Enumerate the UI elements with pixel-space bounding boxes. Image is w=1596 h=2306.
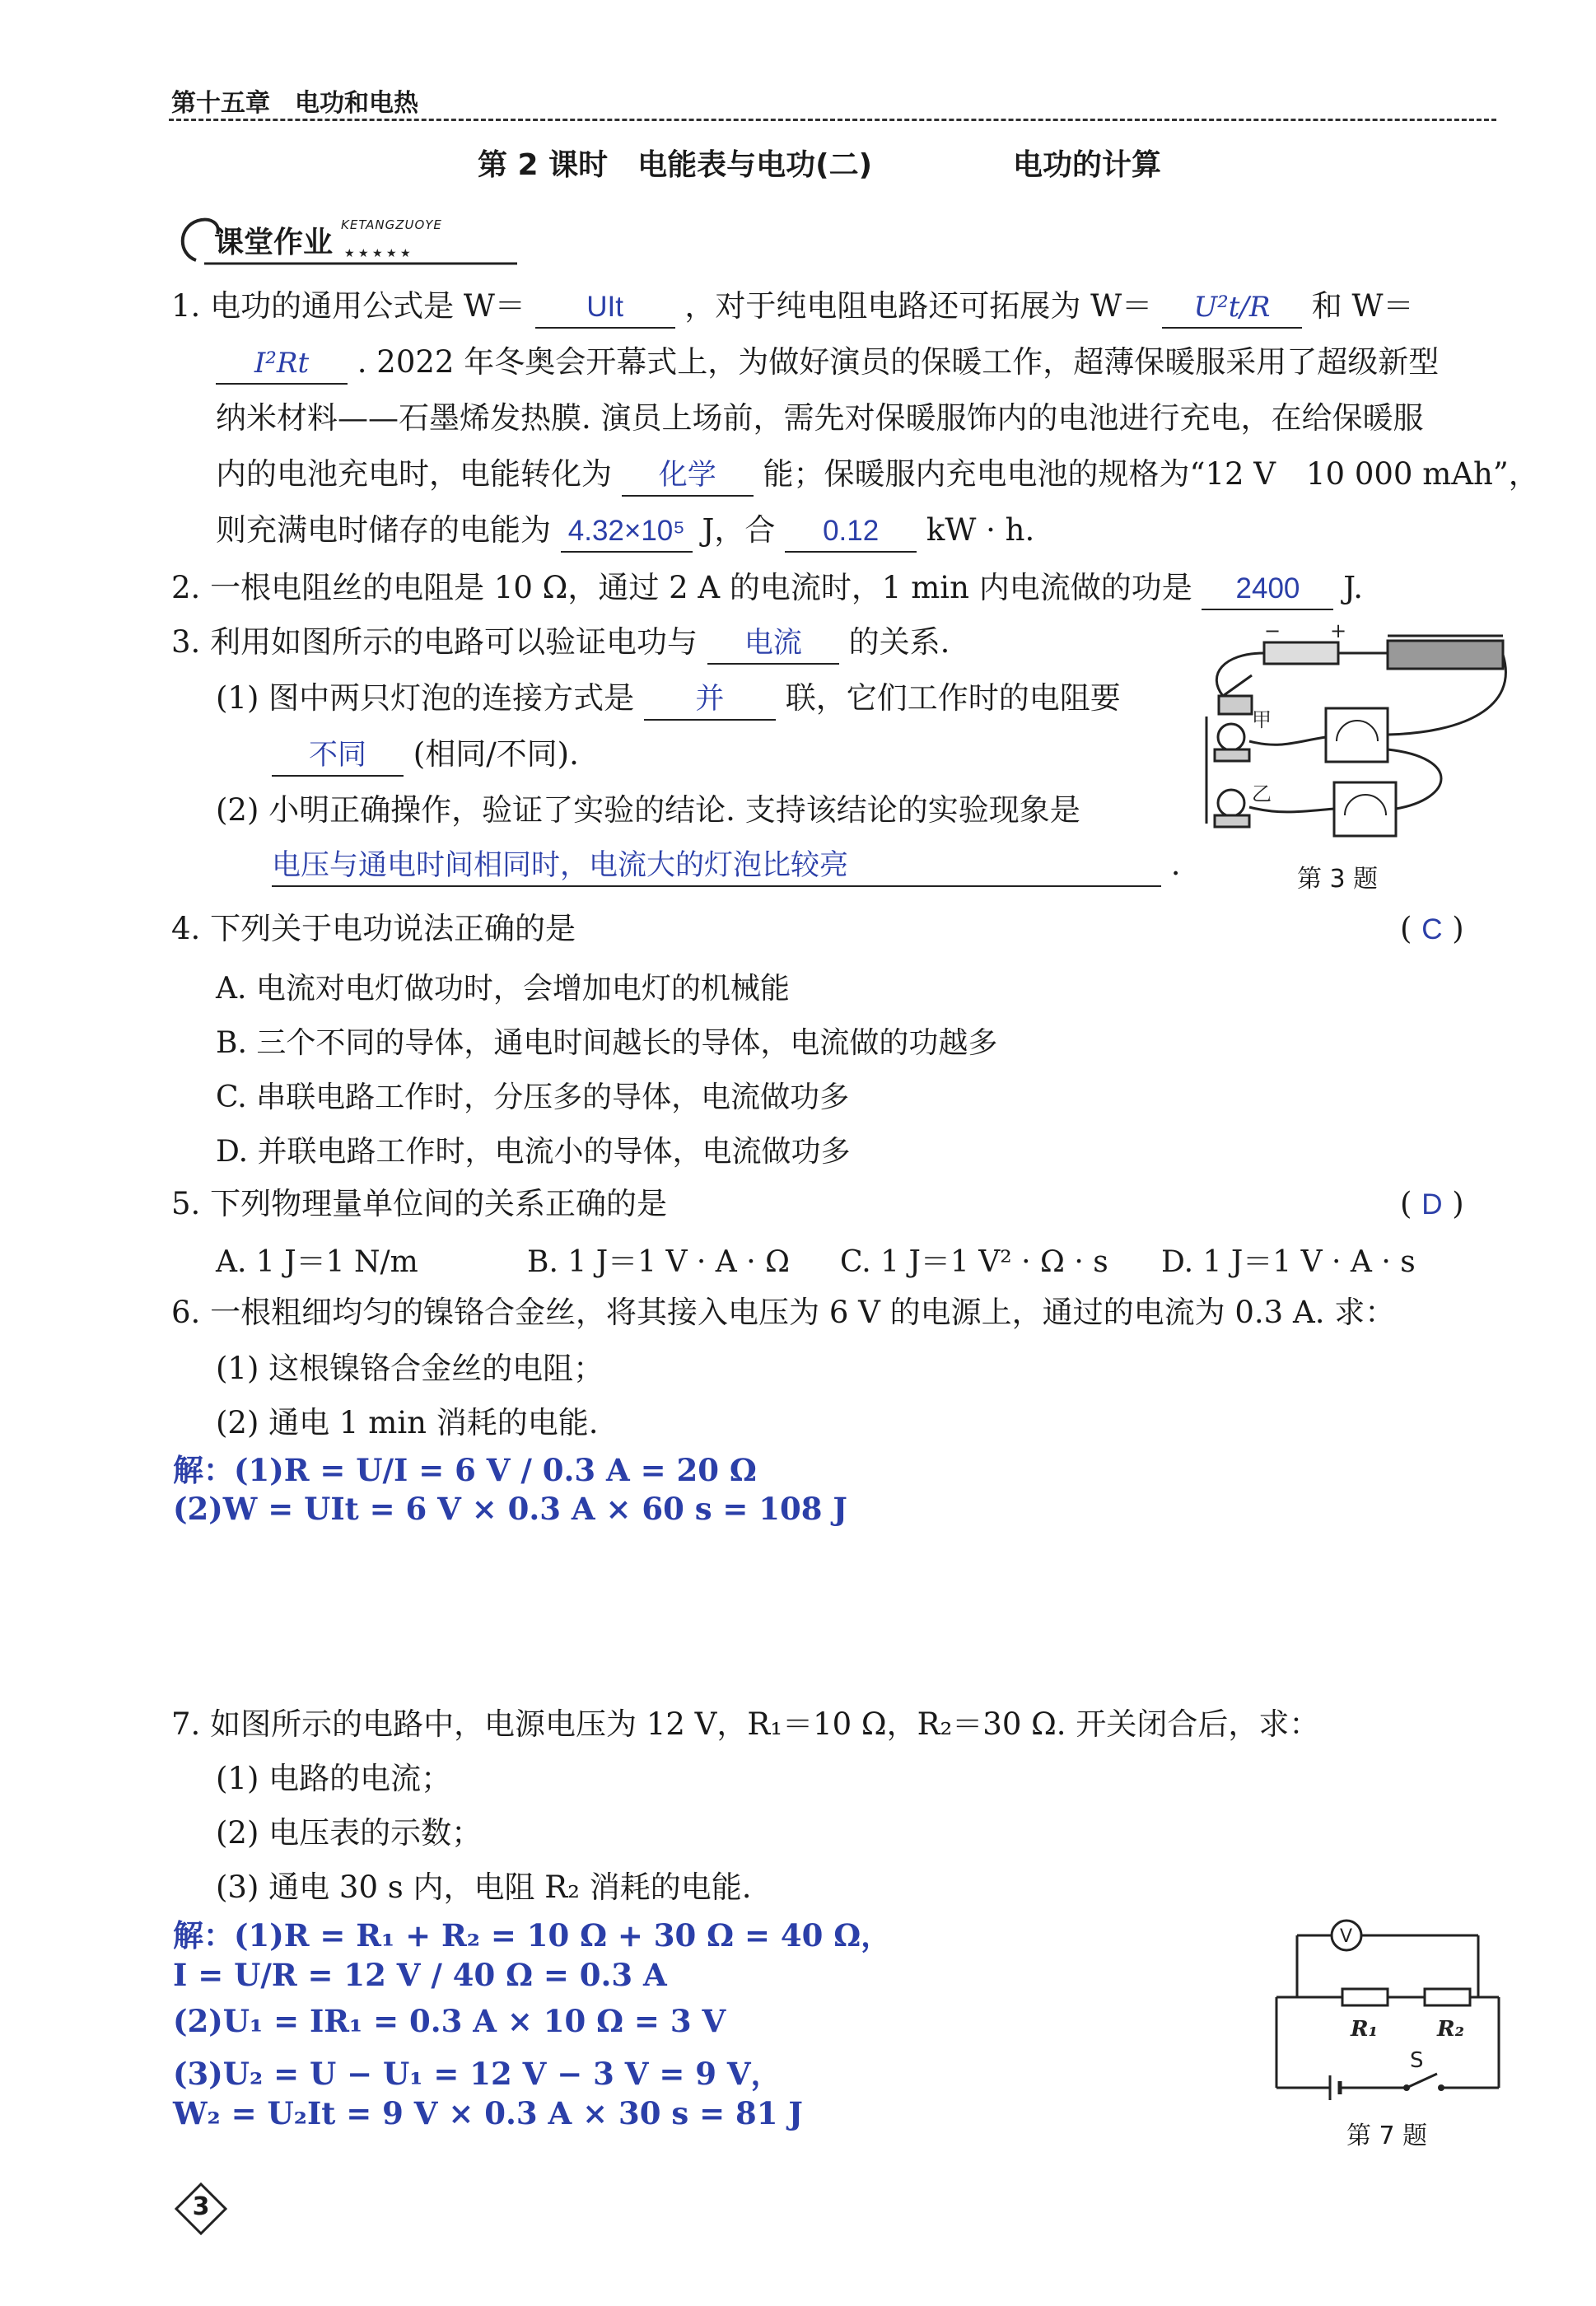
resistor-r1-icon [1342,1989,1388,2005]
r1-label: R₁ [1351,2017,1378,2042]
q1-answer2: U²t/R [1193,291,1271,324]
q4-option-b: B. 三个不同的导体，通电时间越长的导体，电流做的功越多 [216,1026,998,1060]
q6-stem: 6. 一根粗细均匀的镍铬合金丝，将其接入电压为 6 V 的电源上，通过的电流为 0.3 A. 求： [171,1295,1396,1330]
q5-option-a: A. 1 J＝1 N/m [216,1245,418,1279]
q4-stem: 4. 下列关于电功说法正确的是 [171,911,576,946]
svg-text:★ ★ ★ ★ ★: ★ ★ ★ ★ ★ [344,247,411,260]
q3-sub2-answer-line: 电压与通电时间相同时，电流大的灯泡比较亮 . [272,845,1181,887]
voltmeter-label: V [1340,1926,1353,1947]
q5-option-c: C. 1 J＝1 V² · Ω · s [840,1245,1108,1279]
q7-solution-3: (2)U₁ = IR₁ = 0.3 A × 10 Ω = 3 V [173,2003,726,2039]
q1-line4: 内的电池充电时，电能转化为 化学 能；保暖服内充电电池的规格为“12 V 10 000 mAh”， [216,455,1539,497]
r2-label: R₂ [1437,2017,1464,2042]
q7-solution-4: (3)U₂ = U − U₁ = 12 V − 3 V = 9 V， [173,2056,782,2092]
q5-stem: 5. 下列物理量单位间的关系正确的是 [171,1186,668,1221]
q3-sub1-answer2: 不同 [308,739,366,771]
q3-circuit-figure [1190,618,1511,857]
lamp-a-label: 甲 [1252,708,1272,731]
q4-option-c: C. 串联电路工作时，分压多的导体，电流做功多 [216,1081,850,1114]
lesson-subtitle: 电功的计算 [1013,148,1162,182]
q5-option-b: B. 1 J＝1 V · A · Ω [527,1245,790,1279]
q3-figure-caption: 第 3 题 [1297,865,1379,894]
q4-answer-bracket: ( C ) [1400,911,1464,946]
q1-line2: I²Rt . 2022 年冬奥会开幕式上，为做好演员的保暖工作，超薄保暖服采用了超级新型 [216,343,1439,385]
q3-answer: 电流 [744,627,802,659]
badge-latin: KETANGZUOYE [341,217,442,232]
svg-text:+: + [1330,619,1347,642]
q3-sub1: (1) 图中两只灯泡的连接方式是 并 联，它们工作时的电阻要 [216,679,1121,721]
q6-sub1: (1) 这根镍铬合金丝的电阻； [216,1351,604,1386]
q1-line5: 则充满电时储存的电能为 4.32×10⁵ J，合 0.12 kW · h. [216,511,1034,553]
q1-line1: 1. 电功的通用公式是 W＝ UIt ，对于纯电阻电路还可拓展为 W＝ U²t/R 和 W＝ [171,287,1414,329]
q1-answer6: 0.12 [823,515,880,547]
q7-stem: 7. 如图所示的电路中，电源电压为 12 V，R₁＝10 Ω，R₂＝30 Ω. 开关闭合后，求： [171,1706,1320,1742]
q7-solution-1: 解：(1)R = R₁ + R₂ = 10 Ω + 30 Ω = 40 Ω， [173,1917,892,1954]
resistor-r2-icon [1425,1989,1470,2005]
lamp-b-label: 乙 [1252,782,1272,805]
q6-solution-1: 解：(1)R = U/I = 6 V / 0.3 A = 20 Ω [173,1452,757,1488]
q4-option-d: D. 并联电路工作时，电流小的导体，电流做功多 [216,1135,851,1169]
q7-circuit-figure [1268,1919,1507,2108]
lesson-title: 第 2 课时 电能表与电功(二) [478,148,873,182]
q7-figure-caption: 第 7 题 [1346,2122,1428,2150]
q7-solution-2: I = U/R = 12 V / 40 Ω = 0.3 A [173,1957,667,1993]
q3-sub1-answer: 并 [695,683,725,715]
q1-answer1: UIt [586,291,623,323]
q2-line: 2. 一根电阻丝的电阻是 10 Ω，通过 2 A 的电流时，1 min 内电流做的功是 2400 J. [171,568,1363,610]
q5-answer: D [1421,1188,1443,1221]
q4-answer: C [1421,913,1443,945]
q6-sub2: (2) 通电 1 min 消耗的电能. [216,1405,599,1440]
header-divider [169,119,1496,121]
badge-label: 课堂作业 [214,226,334,259]
svg-text:−: − [1264,619,1281,642]
q5-answer-bracket: ( D ) [1400,1186,1464,1221]
q7-sub1: (1) 电路的电流； [216,1761,452,1796]
switch-label: S [1410,2048,1424,2073]
q6-solution-2: (2)W = UIt = 6 V × 0.3 A × 60 s = 108 J [173,1491,847,1527]
q1-line3: 纳米材料——石墨烯发热膜. 演员上场前，需先对保暖服饰内的电池进行充电，在给保暖服 [216,400,1424,436]
page-number: 3 [192,2192,210,2221]
q3-sub2: (2) 小明正确操作，验证了实验的结论. 支持该结论的实验现象是 [216,792,1080,828]
q7-sub3: (3) 通电 30 s 内，电阻 R₂ 消耗的电能. [216,1870,752,1905]
q1-answer3: I²Rt [254,347,310,380]
q7-solution-5: W₂ = U₂It = 9 V × 0.3 A × 30 s = 81 J [173,2095,803,2131]
q4-option-a: A. 电流对电灯做功时，会增加电灯的机械能 [216,972,790,1006]
q3-stem: 3. 利用如图所示的电路可以验证电功与 电流 的关系. [171,623,950,665]
q3-sub2-answer: 电压与通电时间相同时，电流大的灯泡比较亮 [272,849,849,881]
q5-option-d: D. 1 J＝1 V · A · s [1161,1245,1416,1279]
section-badge [171,212,525,270]
switch-icon [1407,2074,1437,2088]
q2-answer: 2400 [1235,572,1300,605]
q7-sub2: (2) 电压表的示数； [216,1815,483,1851]
page-number-badge [175,2182,227,2235]
q1-answer5: 4.32×10⁵ [567,515,685,547]
q3-sub1-cont: 不同 (相同/不同). [272,735,579,777]
chapter-heading: 第十五章 电功和电热 [171,89,418,118]
q1-answer4: 化学 [658,459,716,491]
